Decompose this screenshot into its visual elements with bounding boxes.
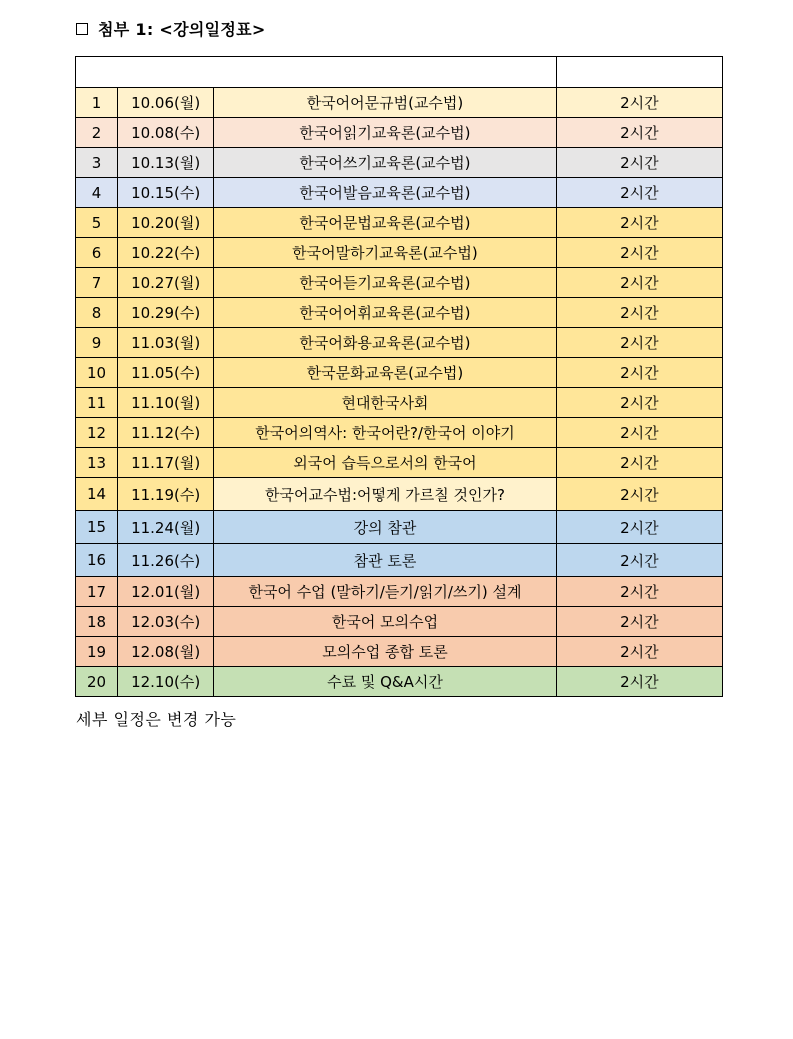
row-title-cell: 한국어읽기교육론(교수법) xyxy=(214,118,557,148)
row-number-cell: 6 xyxy=(76,238,118,268)
row-title-cell: 한국어 모의수업 xyxy=(214,607,557,637)
row-title-cell: 한국문화교육론(교수법) xyxy=(214,358,557,388)
row-number-cell: 11 xyxy=(76,388,118,418)
table-row xyxy=(76,298,723,328)
row-title-cell: 한국어말하기교육론(교수법) xyxy=(214,238,557,268)
row-number-cell: 7 xyxy=(76,268,118,298)
lecture-schedule-table xyxy=(75,56,723,697)
row-title-cell: 현대한국사회 xyxy=(214,388,557,418)
table-row xyxy=(76,388,723,418)
row-number-cell: 8 xyxy=(76,298,118,328)
row-hours-cell: 2시간 xyxy=(556,238,722,268)
row-title-cell: 한국어발음교육론(교수법) xyxy=(214,178,557,208)
row-hours-cell: 2시간 xyxy=(556,478,722,511)
row-date-cell: 10.13(월) xyxy=(118,148,214,178)
row-number-cell: 4 xyxy=(76,178,118,208)
row-date-cell: 10.15(수) xyxy=(118,178,214,208)
row-title-cell: 한국어쓰기교육론(교수법) xyxy=(214,148,557,178)
row-hours-cell: 2시간 xyxy=(556,511,722,544)
row-number-cell: 19 xyxy=(76,637,118,667)
row-hours-cell: 2시간 xyxy=(556,577,722,607)
row-number-cell: 14 xyxy=(76,478,118,511)
row-number-cell: 10 xyxy=(76,358,118,388)
row-title-cell: 한국어의역사: 한국어란?/한국어 이야기 xyxy=(214,418,557,448)
row-number-cell: 1 xyxy=(76,88,118,118)
row-date-cell: 10.29(수) xyxy=(118,298,214,328)
table-row xyxy=(76,268,723,298)
row-hours-cell: 2시간 xyxy=(556,328,722,358)
row-number-cell: 15 xyxy=(76,511,118,544)
table-header-row xyxy=(76,57,723,88)
row-number-cell: 18 xyxy=(76,607,118,637)
row-hours-cell: 2시간 xyxy=(556,448,722,478)
row-date-cell: 10.22(수) xyxy=(118,238,214,268)
row-number-cell: 16 xyxy=(76,544,118,577)
row-title-cell: 참관 토론 xyxy=(214,544,557,577)
row-hours-cell: 2시간 xyxy=(556,88,722,118)
document-title-text: 첨부 1: <강의일정표> xyxy=(98,20,266,39)
row-title-cell: 한국어어휘교육론(교수법) xyxy=(214,298,557,328)
row-number-cell: 5 xyxy=(76,208,118,238)
row-date-cell: 11.10(월) xyxy=(118,388,214,418)
row-title-cell: 한국어화용교육론(교수법) xyxy=(214,328,557,358)
row-date-cell: 11.05(수) xyxy=(118,358,214,388)
row-date-cell: 10.20(월) xyxy=(118,208,214,238)
header-cell-hours-empty xyxy=(556,57,722,88)
row-title-cell: 외국어 습득으로서의 한국어 xyxy=(214,448,557,478)
table-row xyxy=(76,544,723,577)
table-row xyxy=(76,358,723,388)
table-row xyxy=(76,178,723,208)
table-row xyxy=(76,208,723,238)
row-number-cell: 3 xyxy=(76,148,118,178)
row-date-cell: 11.17(월) xyxy=(118,448,214,478)
row-hours-cell: 2시간 xyxy=(556,178,722,208)
row-date-cell: 12.08(월) xyxy=(118,637,214,667)
table-row xyxy=(76,448,723,478)
row-number-cell: 13 xyxy=(76,448,118,478)
row-hours-cell: 2시간 xyxy=(556,637,722,667)
table-row xyxy=(76,418,723,448)
row-title-cell: 한국어문법교육론(교수법) xyxy=(214,208,557,238)
row-title-cell: 수료 및 Q&A시간 xyxy=(214,667,557,697)
document-title xyxy=(76,17,266,40)
row-date-cell: 10.08(수) xyxy=(118,118,214,148)
row-hours-cell: 2시간 xyxy=(556,268,722,298)
row-number-cell: 17 xyxy=(76,577,118,607)
row-date-cell: 12.01(월) xyxy=(118,577,214,607)
row-number-cell: 12 xyxy=(76,418,118,448)
checkbox-icon xyxy=(76,23,88,35)
table-row xyxy=(76,328,723,358)
row-title-cell: 한국어어문규범(교수법) xyxy=(214,88,557,118)
row-hours-cell: 2시간 xyxy=(556,358,722,388)
row-date-cell: 11.24(월) xyxy=(118,511,214,544)
row-number-cell: 2 xyxy=(76,118,118,148)
row-date-cell: 10.06(월) xyxy=(118,88,214,118)
row-hours-cell: 2시간 xyxy=(556,388,722,418)
row-title-cell: 강의 참관 xyxy=(214,511,557,544)
table-row xyxy=(76,148,723,178)
schedule-body xyxy=(76,57,723,697)
row-title-cell: 한국어듣기교육론(교수법) xyxy=(214,268,557,298)
table-row xyxy=(76,238,723,268)
row-date-cell: 12.03(수) xyxy=(118,607,214,637)
row-hours-cell: 2시간 xyxy=(556,667,722,697)
row-number-cell: 20 xyxy=(76,667,118,697)
table-row xyxy=(76,577,723,607)
table-row xyxy=(76,478,723,511)
header-cell-empty xyxy=(76,57,557,88)
row-date-cell: 11.12(수) xyxy=(118,418,214,448)
row-title-cell: 한국어교수법:어떻게 가르칠 것인가? xyxy=(214,478,557,511)
schedule-note: 세부 일정은 변경 가능 xyxy=(76,710,237,729)
table-row xyxy=(76,667,723,697)
table-row xyxy=(76,88,723,118)
row-title-cell: 한국어 수업 (말하기/듣기/읽기/쓰기) 설계 xyxy=(214,577,557,607)
row-hours-cell: 2시간 xyxy=(556,148,722,178)
table-row xyxy=(76,637,723,667)
row-date-cell: 11.03(월) xyxy=(118,328,214,358)
row-hours-cell: 2시간 xyxy=(556,208,722,238)
row-title-cell: 모의수업 종합 토론 xyxy=(214,637,557,667)
row-hours-cell: 2시간 xyxy=(556,544,722,577)
row-date-cell: 11.19(수) xyxy=(118,478,214,511)
row-date-cell: 10.27(월) xyxy=(118,268,214,298)
row-hours-cell: 2시간 xyxy=(556,418,722,448)
row-date-cell: 12.10(수) xyxy=(118,667,214,697)
row-hours-cell: 2시간 xyxy=(556,298,722,328)
table-row xyxy=(76,118,723,148)
row-hours-cell: 2시간 xyxy=(556,118,722,148)
row-number-cell: 9 xyxy=(76,328,118,358)
row-date-cell: 11.26(수) xyxy=(118,544,214,577)
row-hours-cell: 2시간 xyxy=(556,607,722,637)
table-row xyxy=(76,607,723,637)
table-row xyxy=(76,511,723,544)
